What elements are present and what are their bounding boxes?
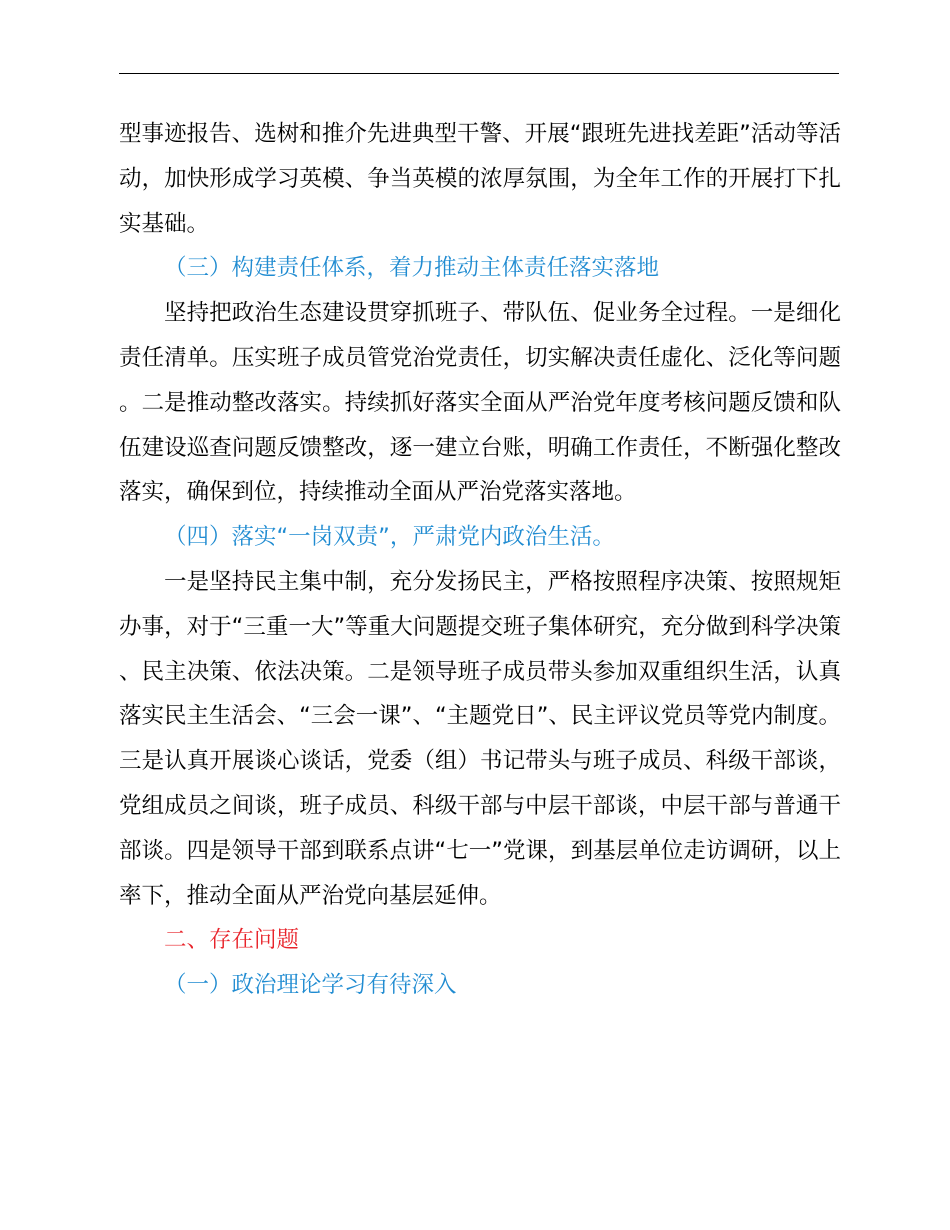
- section-heading-existing-problems: 二、存在问题: [164, 927, 300, 954]
- subheading-responsibility-system: （三）构建责任体系，着力推动主体责任落实落地: [164, 255, 660, 282]
- subheading-one-post-two-duties: （四）落实“一岗双责”，严肃党内政治生活。: [164, 524, 615, 551]
- paragraph-party-political-life: 一是坚持民主集中制，充分发扬民主，严格按照程序决策、按照规矩办事，对于“三重一大”等重大问题提交班子集体研究，充分做到科学决策、民主决策、依法决策。二是领导班子成员带头参加双重组织生活，认真落实民主生活会、“三会一课”、“主题党日”、民主评议党员等党内制度。三是认真开展谈心谈话，党委（组）书记带头与班子成员、科级干部谈，党组成员之间谈，班子成员、科级干部与中层干部谈，中层干部与普通干部谈。四是领导干部到联系点讲“七一”党课，到基层单位走访调研，以上率下，推动全面从严治党向基层延伸。: [119, 568, 841, 909]
- subheading-theory-study: （一）政治理论学习有待深入: [164, 972, 457, 999]
- paragraph-continuation: 型事迹报告、选树和推介先进典型干警、开展“跟班先进找差距”活动等活动，加快形成学习英模、争当英模的浓厚氛围，为全年工作的开展打下扎实基础。: [119, 121, 841, 237]
- paragraph-responsibility-system: 坚持把政治生态建设贯穿抓班子、带队伍、促业务全过程。一是细化责任清单。压实班子成员管党治党责任，切实解决责任虚化、泛化等问题。二是推动整改落实。持续抓好落实全面从严治党年度考核问题反馈和队伍建设巡查问题反馈整改，逐一建立台账，明确工作责任，不断强化整改落实，确保到位，持续推动全面从严治党落实落地。: [119, 300, 841, 506]
- header-rule: [119, 73, 839, 74]
- document-body: [119, 112, 841, 1008]
